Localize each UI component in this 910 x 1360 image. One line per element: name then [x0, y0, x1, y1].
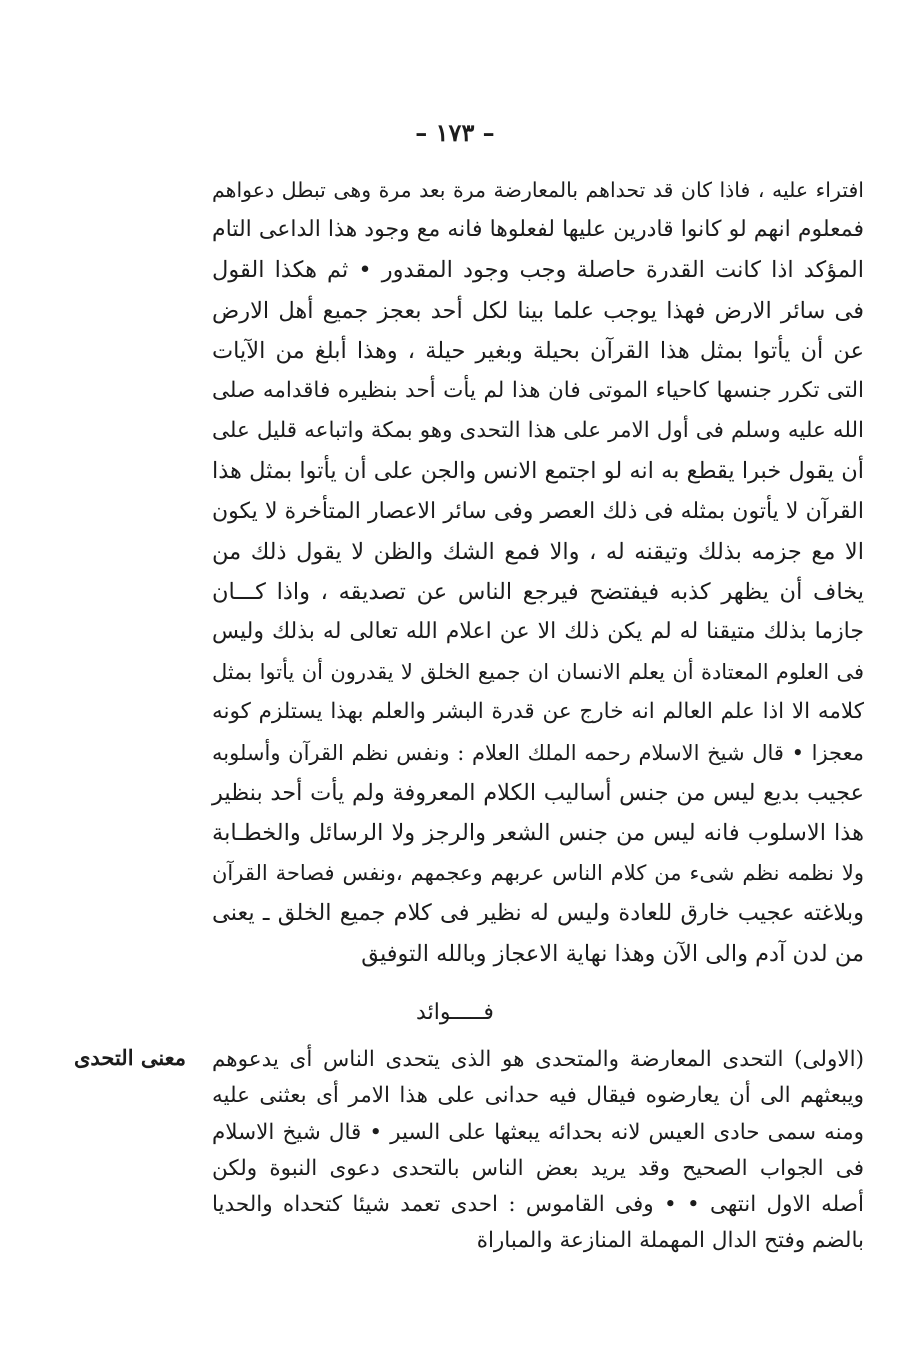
note-line: ومنه سمى حادى العيس لانه بحدائه يبعثها على السير • قال شيخ الاسلام	[212, 1119, 864, 1145]
text-line: أن يقول خبرا يقطع به انه لو اجتمع الانس والجن على أن يأتوا بمثل هذا	[212, 458, 864, 485]
text-line: من لدن آدم والى الآن وهذا نهاية الاعجاز وبالله التوفيق	[361, 940, 864, 967]
page-number: – ١٧٣ –	[415, 118, 495, 147]
note-line: أصله الاول انتهى • • وفى القاموس : احدى تعمد شيئا كتحداه والحديا	[212, 1192, 864, 1218]
note-line: (الاولى) التحدى المعارضة والمتحدى هو الذى يتحدى الناس أى يدعوهم	[212, 1047, 864, 1072]
text-line: الله عليه وسلم فى أول الامر على هذا التحدى وهو بمكة واتباعه قليل على	[212, 418, 864, 444]
text-line: المؤكد اذا كانت القدرة حاصلة وجب وجود المقدور • ثم هكذا القول	[212, 257, 864, 284]
section-heading: فـــــوائد	[416, 1000, 494, 1025]
text-line: افتراء عليه ، فاذا كان قد تحداهم بالمعارضة مرة بعد مرة وهى تبطل دعواهم	[212, 178, 864, 202]
text-line: الا مع جزمه بذلك وتيقنه له ، والا فمع الشك والظن لا يقول ذلك من	[212, 538, 864, 565]
text-line: جازما بذلك متيقنا له لم يكن ذلك الا عن اعلام الله تعالى له بذلك وليس	[212, 619, 864, 645]
text-line: عجيب بديع ليس من جنس أساليب الكلام المعروفة ولم يأت أحد بنظير	[212, 779, 864, 806]
text-line: فمعلوم انهم لو كانوا قادرين عليها لفعلوها فانه مع وجود هذا الداعى التام	[212, 217, 864, 243]
text-line: عن أن يأتوا بمثل هذا القرآن بحيلة وبغير حيلة ، وهذا أبلغ من الآيات	[212, 337, 864, 364]
margin-heading: معنى التحدى	[73, 1045, 187, 1070]
note-line: ويبعثهم الى أن يعارضوه فيقال فيه حدانى على هذا الامر أى بعثنى عليه	[212, 1083, 864, 1109]
note-line: فى الجواب الصحيح وقد يريد بعض الناس بالتحدى دعوى النبوة ولكن	[212, 1155, 864, 1181]
text-line: القرآن لا يأتون بمثله فى ذلك العصر وفى سائر الاعصار المتأخرة لا يكون	[212, 498, 864, 524]
text-line: هذا الاسلوب فانه ليس من جنس الشعر والرجز ولا الرسائل والخطـابة	[212, 820, 864, 846]
note-line: بالضم وفتح الدال المهملة المنازعة والمباراة	[476, 1228, 864, 1254]
text-line: فى العلوم المعتادة أن يعلم الانسان ان جميع الخلق لا يقدرون أن يأتوا بمثل	[212, 660, 864, 685]
text-line: يخاف أن يظهر كذبه فيفتضح فيرجع الناس عن تصديقه ، واذا كـــان	[212, 578, 864, 605]
main-text-block	[212, 170, 864, 974]
notes-text-block	[212, 1042, 864, 1260]
text-line: فى سائر الارض فهذا يوجب علما بينا لكل أحد بعجز جميع أهل الارض	[212, 297, 864, 324]
text-line: معجزا • قال شيخ الاسلام رحمه الملك العلام : ونفس نظم القرآن وأسلوبه	[212, 740, 864, 765]
text-line: وبلاغته عجيب خارق للعادة وليس له نظير فى كلام جميع الخلق ـ يعنى	[212, 900, 864, 927]
text-line: ولا نظمه نظم شىء من كلام الناس عربهم وعجمهم ،ونفس فصاحة القرآن	[212, 861, 864, 886]
text-line: التى تكرر جنسها كاحياء الموتى فان هذا لم يأت أحد بنظيره فاقدامه صلى	[212, 377, 864, 403]
text-line: كلامه الا اذا علم العالم انه خارج عن قدرة البشر والعلم بهذا يستلزم كونه	[212, 699, 864, 725]
